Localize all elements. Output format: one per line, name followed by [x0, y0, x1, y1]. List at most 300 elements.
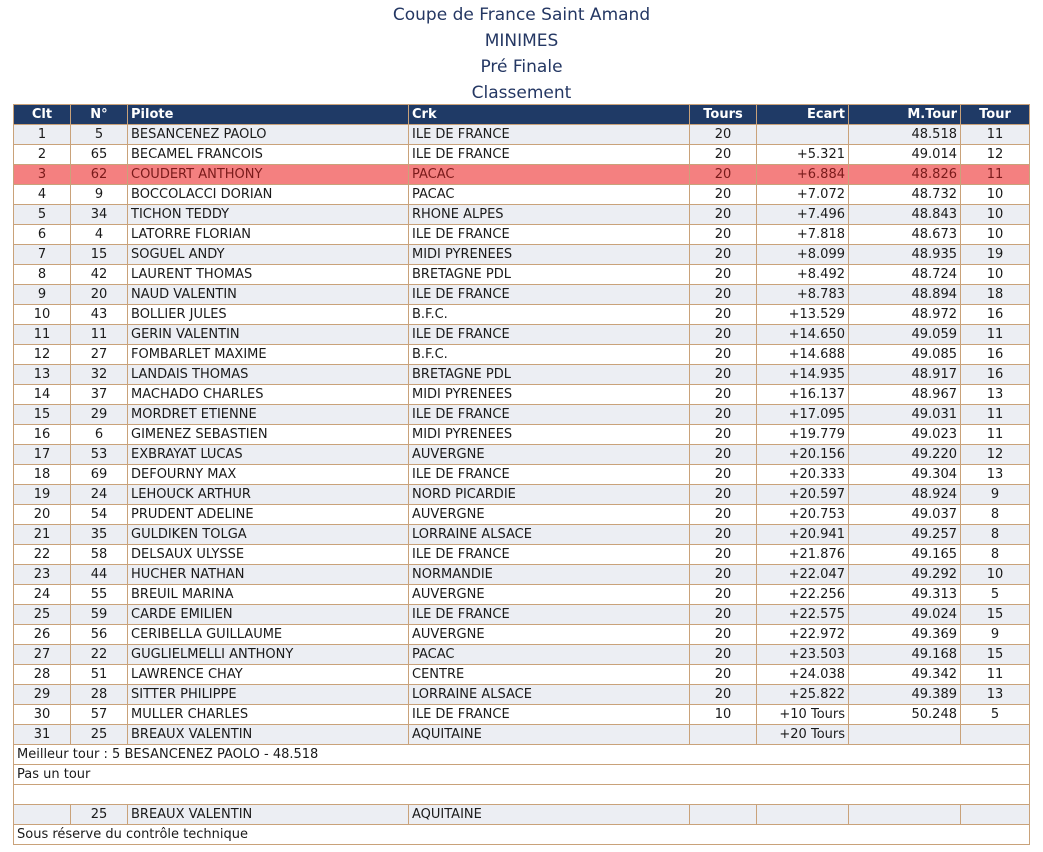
cell-mtour: [849, 805, 961, 825]
cell-clt: 5: [14, 205, 71, 225]
cell-pilote: DELSAUX ULYSSE: [128, 545, 409, 565]
cell-ecart: +20.597: [757, 485, 849, 505]
cell-clt: 9: [14, 285, 71, 305]
no-lap-label-row: [14, 765, 1030, 785]
cell-num: 27: [71, 345, 128, 365]
cell-tour: 8: [961, 505, 1030, 525]
footer-note: Sous réserve du contrôle technique: [14, 825, 1030, 845]
cell-clt: 17: [14, 445, 71, 465]
cell-ecart: +8.783: [757, 285, 849, 305]
cell-crk: ILE DE FRANCE: [409, 145, 690, 165]
cell-tour: [961, 805, 1030, 825]
cell-tours: 20: [690, 165, 757, 185]
cell-mtour: 48.518: [849, 125, 961, 145]
cell-tours: 20: [690, 525, 757, 545]
cell-tour: 16: [961, 305, 1030, 325]
cell-mtour: 49.014: [849, 145, 961, 165]
cell-pilote: SITTER PHILIPPE: [128, 685, 409, 705]
cell-crk: ILE DE FRANCE: [409, 705, 690, 725]
cell-tours: 20: [690, 285, 757, 305]
cell-crk: ILE DE FRANCE: [409, 545, 690, 565]
cell-crk: PACAC: [409, 185, 690, 205]
cell-ecart: +21.876: [757, 545, 849, 565]
cell-num: 44: [71, 565, 128, 585]
cell-clt: 28: [14, 665, 71, 685]
cell-ecart: +20.941: [757, 525, 849, 545]
cell-crk: ILE DE FRANCE: [409, 465, 690, 485]
cell-num: 54: [71, 505, 128, 525]
table-row: [14, 705, 1030, 725]
table-row: [14, 445, 1030, 465]
cell-crk: NORMANDIE: [409, 565, 690, 585]
spacer-cell: [14, 785, 1030, 805]
cell-tour: 15: [961, 645, 1030, 665]
cell-mtour: 48.924: [849, 485, 961, 505]
cell-mtour: 49.031: [849, 405, 961, 425]
cell-crk: PACAC: [409, 165, 690, 185]
cell-clt: 24: [14, 585, 71, 605]
cell-num: 6: [71, 425, 128, 445]
table-row: [14, 305, 1030, 325]
cell-num: 32: [71, 365, 128, 385]
table-row: [14, 165, 1030, 185]
table-row: [14, 185, 1030, 205]
cell-tour: 8: [961, 545, 1030, 565]
cell-pilote: PRUDENT ADELINE: [128, 505, 409, 525]
cell-crk: AUVERGNE: [409, 445, 690, 465]
table-row: [14, 365, 1030, 385]
cell-ecart: +16.137: [757, 385, 849, 405]
cell-num: 9: [71, 185, 128, 205]
cell-tour: 12: [961, 445, 1030, 465]
cell-ecart: +8.099: [757, 245, 849, 265]
cell-clt: 27: [14, 645, 71, 665]
cell-clt: 16: [14, 425, 71, 445]
cell-tour: 10: [961, 225, 1030, 245]
cell-clt: 29: [14, 685, 71, 705]
cell-mtour: 49.220: [849, 445, 961, 465]
table-row: [14, 565, 1030, 585]
cell-tour: 5: [961, 705, 1030, 725]
results-table: [13, 104, 1030, 845]
cell-crk: ILE DE FRANCE: [409, 405, 690, 425]
cell-crk: NORD PICARDIE: [409, 485, 690, 505]
cell-crk: CENTRE: [409, 665, 690, 685]
cell-num: 53: [71, 445, 128, 465]
table-row: [14, 325, 1030, 345]
cell-tour: 11: [961, 125, 1030, 145]
footer-row: [14, 825, 1030, 845]
cell-tours: 20: [690, 505, 757, 525]
cell-pilote: NAUD VALENTIN: [128, 285, 409, 305]
cell-num: 59: [71, 605, 128, 625]
classification-title: Classement: [471, 83, 572, 103]
table-row: [14, 525, 1030, 545]
table-row: [14, 465, 1030, 485]
cell-crk: ILE DE FRANCE: [409, 125, 690, 145]
cell-tour: 16: [961, 345, 1030, 365]
header-num[interactable]: N°: [71, 105, 128, 125]
table-row: [14, 625, 1030, 645]
cell-tours: 20: [690, 265, 757, 285]
cell-clt: 10: [14, 305, 71, 325]
cell-tour: 9: [961, 485, 1030, 505]
cell-clt: 4: [14, 185, 71, 205]
cell-pilote: BREAUX VALENTIN: [128, 805, 409, 825]
cell-num: 25: [71, 725, 128, 745]
cell-ecart: [757, 125, 849, 145]
cell-clt: 13: [14, 365, 71, 385]
cell-num: 15: [71, 245, 128, 265]
cell-tours: 20: [690, 545, 757, 565]
table-row: [14, 285, 1030, 305]
cell-mtour: 49.037: [849, 505, 961, 525]
cell-clt: 2: [14, 145, 71, 165]
cell-mtour: 48.843: [849, 205, 961, 225]
cell-tours: 20: [690, 405, 757, 425]
cell-tour: [961, 725, 1030, 745]
table-row: [14, 485, 1030, 505]
cell-pilote: LAURENT THOMAS: [128, 265, 409, 285]
cell-clt: 3: [14, 165, 71, 185]
cell-tour: 13: [961, 385, 1030, 405]
cell-tours: 20: [690, 565, 757, 585]
table-row: [14, 265, 1030, 285]
cell-ecart: +22.575: [757, 605, 849, 625]
cell-tours: 20: [690, 225, 757, 245]
header-clt[interactable]: Clt: [14, 105, 71, 125]
table-row: [14, 425, 1030, 445]
cell-tours: 20: [690, 125, 757, 145]
cell-crk: ILE DE FRANCE: [409, 605, 690, 625]
cell-num: 69: [71, 465, 128, 485]
cell-clt: 26: [14, 625, 71, 645]
footer-body: [14, 825, 1030, 845]
page-titles: [0, 2, 1043, 106]
cell-num: 28: [71, 685, 128, 705]
cell-tour: 11: [961, 165, 1030, 185]
cell-pilote: BREUIL MARINA: [128, 585, 409, 605]
header-tours[interactable]: Tours: [690, 105, 757, 125]
cell-tour: 11: [961, 425, 1030, 445]
table-row: [14, 725, 1030, 745]
cell-crk: AQUITAINE: [409, 805, 690, 825]
cell-tour: 9: [961, 625, 1030, 645]
cell-ecart: +5.321: [757, 145, 849, 165]
category-title: MINIMES: [484, 31, 559, 51]
cell-crk: BRETAGNE PDL: [409, 365, 690, 385]
cell-clt: 31: [14, 725, 71, 745]
header-mtour[interactable]: M.Tour: [849, 105, 961, 125]
cell-tour: 15: [961, 605, 1030, 625]
cell-num: 5: [71, 125, 128, 145]
cell-num: 42: [71, 265, 128, 285]
cell-tours: 20: [690, 145, 757, 165]
cell-tours: 20: [690, 585, 757, 605]
cell-crk: MIDI PYRENEES: [409, 245, 690, 265]
cell-tours: 20: [690, 185, 757, 205]
cell-pilote: BOLLIER JULES: [128, 305, 409, 325]
cell-tour: 16: [961, 365, 1030, 385]
cell-crk: ILE DE FRANCE: [409, 225, 690, 245]
cell-crk: PACAC: [409, 645, 690, 665]
cell-mtour: 49.304: [849, 465, 961, 485]
cell-mtour: 49.024: [849, 605, 961, 625]
spacer-row: [14, 785, 1030, 805]
cell-mtour: 48.935: [849, 245, 961, 265]
cell-ecart: +17.095: [757, 405, 849, 425]
table-row: [14, 205, 1030, 225]
cell-mtour: 49.168: [849, 645, 961, 665]
cell-crk: LORRAINE ALSACE: [409, 685, 690, 705]
cell-mtour: 49.165: [849, 545, 961, 565]
no-lap-label: Pas un tour: [14, 765, 1030, 785]
cell-num: 4: [71, 225, 128, 245]
cell-crk: B.F.C.: [409, 345, 690, 365]
cell-mtour: 49.257: [849, 525, 961, 545]
event-title: Coupe de France Saint Amand: [392, 5, 651, 25]
cell-num: 51: [71, 665, 128, 685]
cell-pilote: MULLER CHARLES: [128, 705, 409, 725]
cell-ecart: +14.650: [757, 325, 849, 345]
cell-tour: 5: [961, 585, 1030, 605]
cell-tour: 19: [961, 245, 1030, 265]
cell-tours: 20: [690, 345, 757, 365]
cell-mtour: 48.724: [849, 265, 961, 285]
cell-clt: 14: [14, 385, 71, 405]
cell-tour: 10: [961, 185, 1030, 205]
cell-clt: 11: [14, 325, 71, 345]
cell-num: 55: [71, 585, 128, 605]
cell-mtour: 49.342: [849, 665, 961, 685]
cell-num: 25: [71, 805, 128, 825]
best-lap-text: Meilleur tour : 5 BESANCENEZ PAOLO - 48.518: [14, 745, 1030, 765]
cell-pilote: HUCHER NATHAN: [128, 565, 409, 585]
cell-pilote: CERIBELLA GUILLAUME: [128, 625, 409, 645]
cell-tour: 18: [961, 285, 1030, 305]
cell-tour: 10: [961, 265, 1030, 285]
table-row: [14, 145, 1030, 165]
cell-crk: MIDI PYRENEES: [409, 425, 690, 445]
cell-mtour: 49.085: [849, 345, 961, 365]
cell-pilote: COUDERT ANTHONY: [128, 165, 409, 185]
cell-ecart: +22.256: [757, 585, 849, 605]
cell-ecart: +25.822: [757, 685, 849, 705]
no-lap-body: [14, 805, 1030, 825]
cell-clt: 15: [14, 405, 71, 425]
cell-pilote: BECAMEL FRANCOIS: [128, 145, 409, 165]
cell-pilote: GERIN VALENTIN: [128, 325, 409, 345]
cell-pilote: GULDIKEN TOLGA: [128, 525, 409, 545]
cell-tour: 11: [961, 665, 1030, 685]
table-row: [14, 505, 1030, 525]
cell-ecart: +23.503: [757, 645, 849, 665]
header-pilote[interactable]: Pilote: [128, 105, 409, 125]
cell-tours: 20: [690, 645, 757, 665]
cell-clt: 22: [14, 545, 71, 565]
cell-mtour: 49.059: [849, 325, 961, 345]
session-title: Pré Finale: [480, 57, 563, 77]
cell-clt: 21: [14, 525, 71, 545]
cell-num: 43: [71, 305, 128, 325]
cell-pilote: BOCCOLACCI DORIAN: [128, 185, 409, 205]
cell-ecart: +19.779: [757, 425, 849, 445]
cell-mtour: 48.967: [849, 385, 961, 405]
cell-mtour: 48.826: [849, 165, 961, 185]
cell-mtour: 48.732: [849, 185, 961, 205]
cell-tour: 13: [961, 685, 1030, 705]
cell-tours: [690, 805, 757, 825]
cell-tours: 20: [690, 485, 757, 505]
cell-tours: [690, 725, 757, 745]
cell-clt: 30: [14, 705, 71, 725]
cell-num: 11: [71, 325, 128, 345]
cell-tours: 20: [690, 305, 757, 325]
cell-ecart: +7.496: [757, 205, 849, 225]
cell-clt: 1: [14, 125, 71, 145]
cell-ecart: +13.529: [757, 305, 849, 325]
cell-num: 62: [71, 165, 128, 185]
cell-tours: 10: [690, 705, 757, 725]
cell-clt: 12: [14, 345, 71, 365]
cell-crk: ILE DE FRANCE: [409, 325, 690, 345]
cell-tours: 20: [690, 425, 757, 445]
cell-num: 58: [71, 545, 128, 565]
cell-ecart: +8.492: [757, 265, 849, 285]
cell-pilote: LEHOUCK ARTHUR: [128, 485, 409, 505]
table-row: [14, 645, 1030, 665]
cell-ecart: +10 Tours: [757, 705, 849, 725]
cell-pilote: LANDAIS THOMAS: [128, 365, 409, 385]
table-row: [14, 405, 1030, 425]
cell-ecart: +22.972: [757, 625, 849, 645]
cell-tours: 20: [690, 325, 757, 345]
cell-ecart: [757, 805, 849, 825]
cell-pilote: TICHON TEDDY: [128, 205, 409, 225]
header-crk[interactable]: Crk: [409, 105, 690, 125]
cell-pilote: CARDE EMILIEN: [128, 605, 409, 625]
table-row: [14, 685, 1030, 705]
cell-tours: 20: [690, 245, 757, 265]
cell-ecart: +20.333: [757, 465, 849, 485]
table-row: [14, 385, 1030, 405]
cell-mtour: 49.292: [849, 565, 961, 585]
cell-clt: 6: [14, 225, 71, 245]
cell-tours: 20: [690, 365, 757, 385]
table-row: [14, 345, 1030, 365]
cell-pilote: DEFOURNY MAX: [128, 465, 409, 485]
cell-num: 37: [71, 385, 128, 405]
header-tour[interactable]: Tour: [961, 105, 1030, 125]
header-ecart[interactable]: Ecart: [757, 105, 849, 125]
cell-ecart: +20.753: [757, 505, 849, 525]
cell-tours: 20: [690, 665, 757, 685]
cell-clt: 8: [14, 265, 71, 285]
table-row: [14, 605, 1030, 625]
cell-mtour: 49.023: [849, 425, 961, 445]
cell-mtour: 49.389: [849, 685, 961, 705]
cell-tours: 20: [690, 385, 757, 405]
table-row: [14, 245, 1030, 265]
cell-clt: 20: [14, 505, 71, 525]
cell-pilote: GUGLIELMELLI ANTHONY: [128, 645, 409, 665]
no-lap-row: [14, 805, 1030, 825]
cell-tour: 10: [961, 205, 1030, 225]
cell-ecart: +14.688: [757, 345, 849, 365]
cell-ecart: +14.935: [757, 365, 849, 385]
table-row: [14, 585, 1030, 605]
cell-pilote: LAWRENCE CHAY: [128, 665, 409, 685]
table-row: [14, 125, 1030, 145]
cell-tours: 20: [690, 605, 757, 625]
cell-tour: 11: [961, 405, 1030, 425]
cell-pilote: BREAUX VALENTIN: [128, 725, 409, 745]
cell-clt: [14, 805, 71, 825]
cell-num: 35: [71, 525, 128, 545]
cell-tour: 13: [961, 465, 1030, 485]
cell-tour: 11: [961, 325, 1030, 345]
cell-num: 65: [71, 145, 128, 165]
cell-tour: 12: [961, 145, 1030, 165]
cell-tours: 20: [690, 465, 757, 485]
cell-tour: 10: [961, 565, 1030, 585]
cell-num: 34: [71, 205, 128, 225]
cell-ecart: +20.156: [757, 445, 849, 465]
cell-crk: AUVERGNE: [409, 505, 690, 525]
cell-crk: MIDI PYRENEES: [409, 385, 690, 405]
cell-clt: 25: [14, 605, 71, 625]
results-body: [14, 125, 1030, 745]
cell-mtour: 48.673: [849, 225, 961, 245]
cell-num: 56: [71, 625, 128, 645]
cell-mtour: 49.313: [849, 585, 961, 605]
cell-tours: 20: [690, 625, 757, 645]
cell-pilote: MORDRET ETIENNE: [128, 405, 409, 425]
cell-mtour: 48.917: [849, 365, 961, 385]
cell-crk: AUVERGNE: [409, 625, 690, 645]
cell-crk: RHONE ALPES: [409, 205, 690, 225]
cell-ecart: +7.818: [757, 225, 849, 245]
cell-num: 29: [71, 405, 128, 425]
cell-clt: 18: [14, 465, 71, 485]
cell-crk: B.F.C.: [409, 305, 690, 325]
cell-tours: 20: [690, 685, 757, 705]
cell-tours: 20: [690, 445, 757, 465]
table-row: [14, 225, 1030, 245]
cell-num: 24: [71, 485, 128, 505]
cell-clt: 23: [14, 565, 71, 585]
cell-pilote: LATORRE FLORIAN: [128, 225, 409, 245]
cell-num: 20: [71, 285, 128, 305]
best-lap-row: [14, 745, 1030, 765]
cell-ecart: +24.038: [757, 665, 849, 685]
cell-pilote: EXBRAYAT LUCAS: [128, 445, 409, 465]
table-header-row: [14, 105, 1030, 125]
table-row: [14, 545, 1030, 565]
cell-crk: AUVERGNE: [409, 585, 690, 605]
cell-num: 57: [71, 705, 128, 725]
cell-pilote: SOGUEL ANDY: [128, 245, 409, 265]
cell-crk: LORRAINE ALSACE: [409, 525, 690, 545]
cell-ecart: +6.884: [757, 165, 849, 185]
cell-ecart: +20 Tours: [757, 725, 849, 745]
table-row: [14, 665, 1030, 685]
cell-tour: 8: [961, 525, 1030, 545]
cell-crk: BRETAGNE PDL: [409, 265, 690, 285]
cell-pilote: BESANCENEZ PAOLO: [128, 125, 409, 145]
cell-mtour: 49.369: [849, 625, 961, 645]
cell-pilote: MACHADO CHARLES: [128, 385, 409, 405]
